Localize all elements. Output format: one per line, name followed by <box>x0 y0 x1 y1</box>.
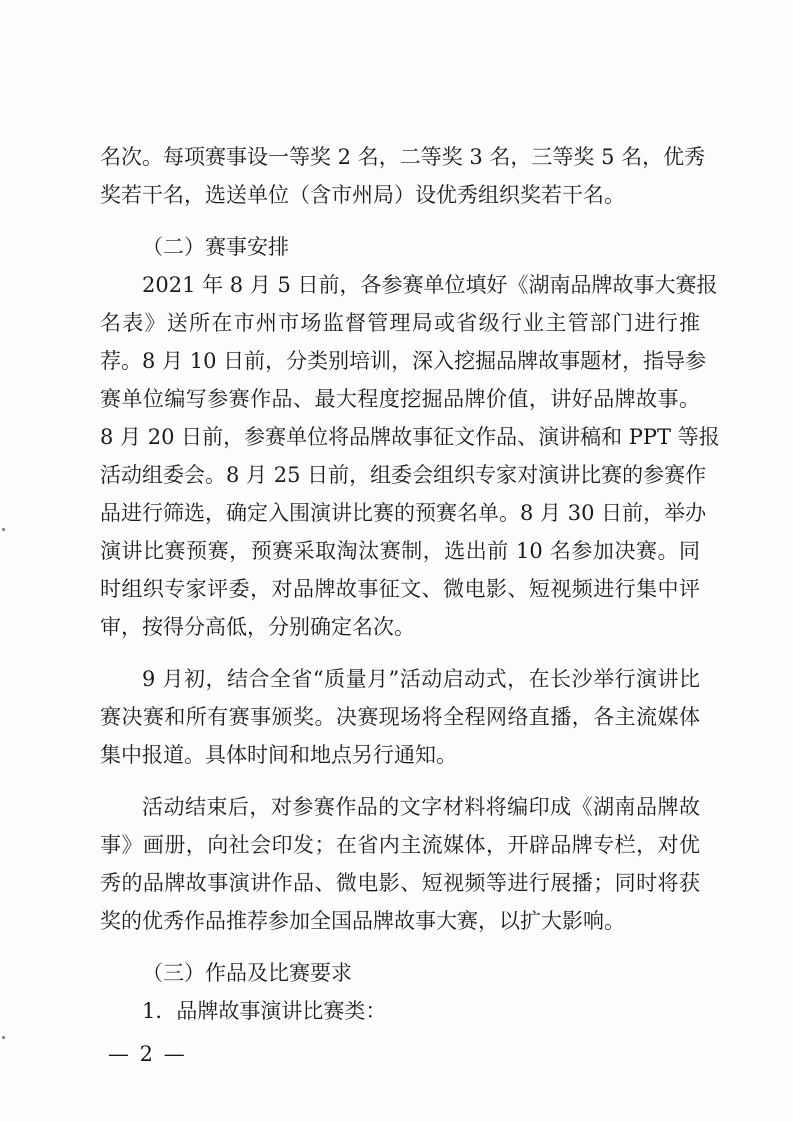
paragraph-schedule-line-5: 8 月 20 日前，参赛单位将品牌故事征文作品、演讲稿和 PPT 等报 <box>100 425 720 449</box>
subsection-heading-speech: 1．品牌故事演讲比赛类： <box>142 999 387 1023</box>
paragraph-publicity-line-4: 奖的优秀作品推荐参加全国品牌故事大赛，以扩大影响。 <box>100 909 625 933</box>
paragraph-schedule-line-4: 赛单位编写参赛作品、最大程度挖掘品牌价值，讲好品牌故事。 <box>100 387 700 411</box>
page-number: — 2 — <box>108 1042 187 1066</box>
section-heading-schedule: （二）赛事安排 <box>142 235 289 259</box>
paragraph-schedule-line-6: 活动组委会。8 月 25 日前，组委会组织专家对演讲比赛的参赛作 <box>100 463 707 487</box>
paragraph-schedule-line-1: 2021 年 8 月 5 日前，各参赛单位填好《湖南品牌故事大赛报 <box>142 273 718 297</box>
paragraph-publicity-line-1: 活动结束后，对参赛作品的文字材料将编印成《湖南品牌故 <box>142 795 700 819</box>
paragraph-final-line-2: 赛决赛和所有赛事颁奖。决赛现场将全程网络直播，各主流媒体 <box>100 705 700 729</box>
scan-speck-mark <box>2 528 5 531</box>
paragraph-publicity-line-3: 秀的品牌故事演讲作品、微电影、短视频等进行展播；同时将获 <box>100 871 700 895</box>
paragraph-schedule-line-7: 品进行筛选，确定入围演讲比赛的预赛名单。8 月 30 日前，举办 <box>100 501 707 525</box>
paragraph-schedule-line-10: 审，按得分高低，分别确定名次。 <box>100 615 415 639</box>
paragraph-schedule-line-8: 演讲比赛预赛，预赛采取淘汰赛制，选出前 10 名参加决赛。同 <box>100 539 700 563</box>
paragraph-schedule-line-2: 名表》送所在市州市场监督管理局或省级行业主管部门进行推 <box>100 311 700 335</box>
paragraph-final-line-3: 集中报道。具体时间和地点另行通知。 <box>100 743 457 767</box>
paragraph-final-line-1: 9 月初，结合全省“质量月”活动启动式，在长沙举行演讲比 <box>142 667 700 691</box>
paragraph-awards-line-2: 奖若干名，选送单位（含市州局）设优秀组织奖若干名。 <box>100 183 625 207</box>
document-body <box>100 138 720 1030</box>
paragraph-awards-line-1: 名次。每项赛事设一等奖 2 名，二等奖 3 名，三等奖 5 名，优秀 <box>100 145 706 169</box>
paragraph-publicity-line-2: 事》画册，向社会印发；在省内主流媒体，开辟品牌专栏，对优 <box>100 833 700 857</box>
section-heading-requirements: （三）作品及比赛要求 <box>142 961 352 985</box>
paragraph-schedule-line-9: 时组织专家评委，对品牌故事征文、微电影、短视频进行集中评 <box>100 577 700 601</box>
paragraph-schedule-line-3: 荐。8 月 10 日前，分类别培训，深入挖掘品牌故事题材，指导参 <box>100 349 707 373</box>
scan-speck-mark <box>2 1036 5 1039</box>
